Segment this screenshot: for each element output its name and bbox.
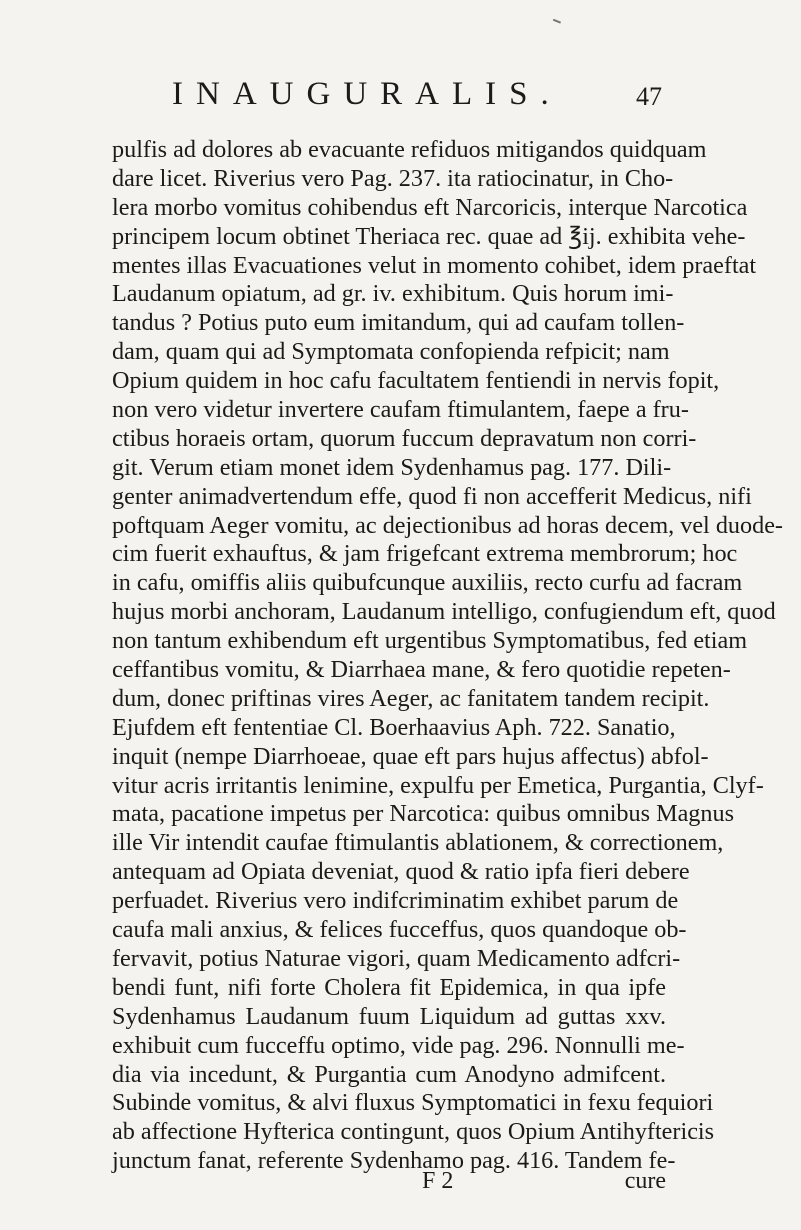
text-line: dia via incedunt, & Purgantia cum Anodyno admifcent. [112,1060,666,1088]
body-text [112,136,783,1176]
text-line: Subinde vomitus, & alvi fluxus Symptomatici in fexu fequiori [112,1089,714,1117]
text-line: ctibus horaeis ortam, quorum fuccum depravatum non corri- [112,424,697,452]
text-line: inquit (nempe Diarrhoeae, quae eft pars hujus affectus) abfol- [112,742,709,770]
text-line: Ejufdem eft fententiae Cl. Boerhaavius Aph. 722. Sanatio, [112,713,676,741]
running-title: INAUGURALIS. [172,76,562,112]
text-line: dum, donec priftinas vires Aeger, ac fanitatem tandem recipit. [112,684,710,712]
text-line: dam, quam qui ad Symptomata confopienda refpicit; nam [112,338,670,366]
text-line: fervavit, potius Naturae vigori, quam Medicamento adfcri- [112,944,681,972]
text-line: Laudanum opiatum, ad gr. iv. exhibitum. Quis horum imi- [112,280,674,308]
signature-mark: F 2 [422,1168,454,1194]
text-line: perfuadet. Riverius vero indifcriminatim exhibet parum de [112,887,679,915]
ink-mark [551,19,561,28]
text-line: vitur acris irritantis lenimine, expulfu per Emetica, Purgantia, Clyf- [112,771,764,799]
text-line: exhibuit cum fucceffu optimo, vide pag. 296. Nonnulli me- [112,1031,685,1059]
text-line: genter animadvertendum effe, quod fi non accefferit Medicus, nifi [112,482,752,510]
text-line: Opium quidem in hoc cafu facultatem fentiendi in nervis fopit, [112,367,720,395]
text-line: pulfis ad dolores ab evacuante refiduos mitigandos quidquam [112,136,707,163]
text-line: lera morbo vomitus cohibendus eft Narcoricis, interque Narcotica [112,193,748,221]
text-line: git. Verum etiam monet idem Sydenhamus pag. 177. Dili- [112,453,672,481]
text-line: non tantum exhibendum eft urgentibus Symptomatibus, fed etiam [112,627,748,655]
text-line: antequam ad Opiata deveniat, quod & ratio ipfa fieri debere [112,858,690,886]
text-line: junctum fanat, referente Sydenhamo pag. 416. Tandem fe- [112,1147,676,1175]
text-line: mata, pacatione impetus per Narcotica: quibus omnibus Magnus [112,800,735,828]
text-line: hujus morbi anchoram, Laudanum intelligo, confugiendum eft, quod [112,598,776,626]
page-number: 47 [636,82,662,111]
text-line: ceffantibus vomitu, & Diarrhaea mane, & fero quotidie repeten- [112,656,731,684]
page-footer [112,1168,666,1198]
text-line: ab affectione Hyfterica contingunt, quos Opium Antihyftericis [112,1118,715,1146]
text-line: non vero videtur invertere caufam ftimulantem, faepe a fru- [112,396,689,424]
text-line: in cafu, omiffis aliis quibufcunque auxiliis, recto curfu ad facram [112,569,743,597]
catchword: cure [624,1168,666,1194]
running-head [0,76,801,126]
text-line: poftquam Aeger vomitu, ac dejectionibus ad horas decem, vel duode- [112,511,783,539]
text-line: Sydenhamus Laudanum fuum Liquidum ad guttas xxv. [112,1002,666,1030]
text-line: tandus ? Potius puto eum imitandum, qui ad caufam tollen- [112,309,685,337]
text-line: cim fuerit exhauftus, & jam frigefcant extrema membrorum; hoc [112,540,738,568]
text-line: dare licet. Riverius vero Pag. 237. ita ratiocinatur, in Cho- [112,164,674,192]
text-line: mentes illas Evacuationes velut in momento cohibet, idem praeftat [112,251,757,279]
text-line: caufa mali anxius, & felices fucceffus, quos quandoque ob- [112,916,687,944]
text-line: bendi funt, nifi forte Cholera fit Epidemica, in qua ipfe [112,973,666,1001]
text-line: ille Vir intendit caufae ftimulantis ablationem, & correctionem, [112,829,724,857]
text-line: principem locum obtinet Theriaca rec. quae ad ℥ij. exhibita vehe- [112,222,746,250]
